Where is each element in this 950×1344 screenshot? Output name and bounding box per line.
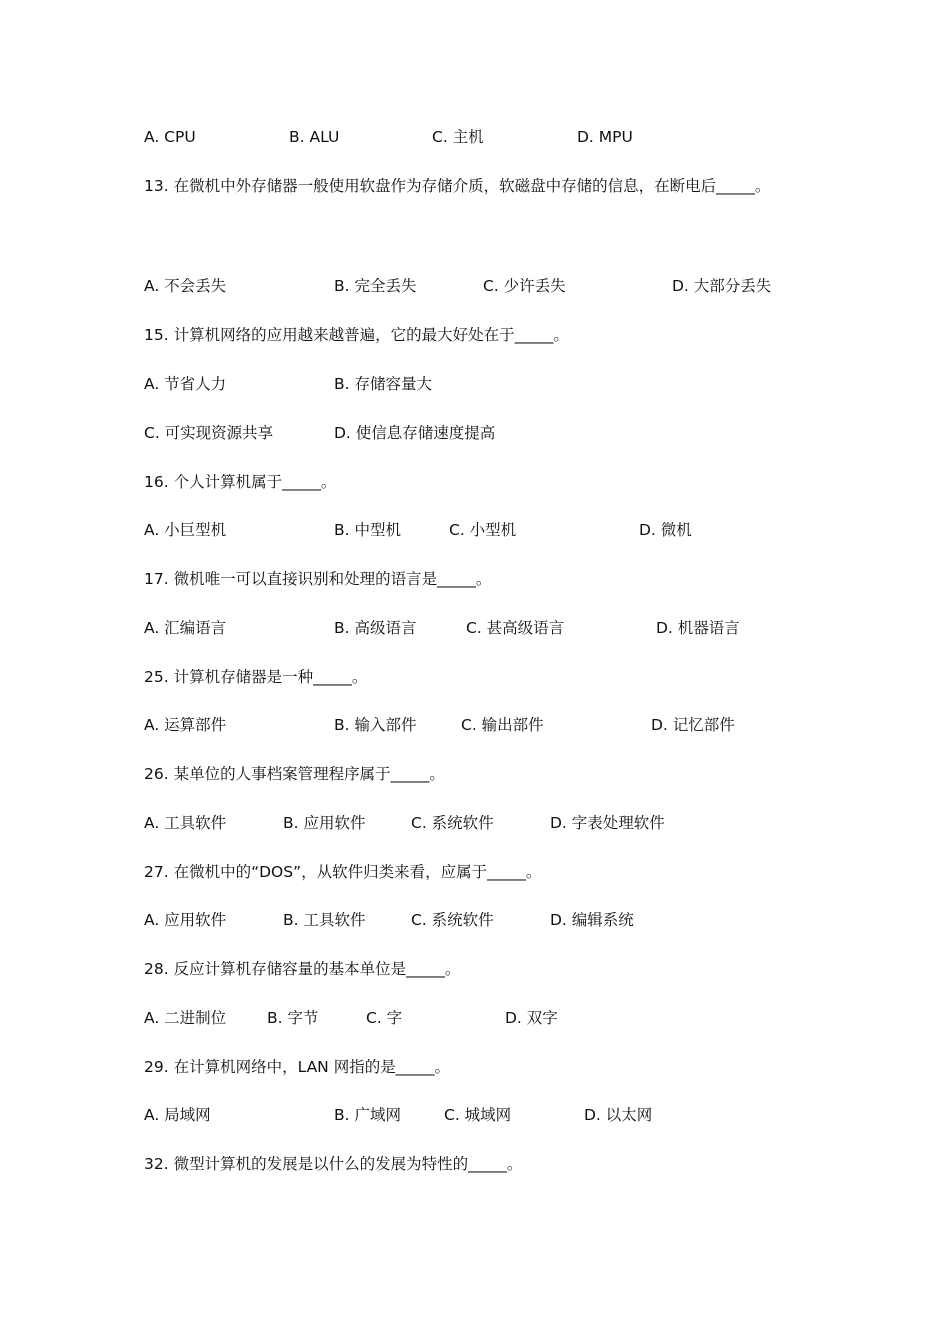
answer-option: B. 工具软件	[283, 911, 366, 929]
answer-option: A. 工具软件	[144, 814, 227, 832]
answer-option: D. 记忆部件	[651, 716, 735, 734]
question-text: 26. 某单位的人事档案管理程序属于_____。	[144, 765, 445, 783]
answer-option: A. 局域网	[144, 1106, 211, 1124]
answer-option: D. 使信息存储速度提高	[334, 424, 496, 442]
answer-option: A. 应用软件	[144, 911, 227, 929]
answer-option: C. 系统软件	[411, 814, 494, 832]
question-text: 29. 在计算机网络中，LAN 网指的是_____。	[144, 1058, 450, 1076]
answer-option: A. 运算部件	[144, 716, 227, 734]
answer-option: D. 微机	[639, 521, 692, 539]
question-text: 15. 计算机网络的应用越来越普遍，它的最大好处在于_____。	[144, 326, 569, 344]
answer-option: D. 大部分丢失	[672, 277, 772, 295]
answer-option: B. 字节	[267, 1009, 319, 1027]
answer-option: B. 完全丢失	[334, 277, 417, 295]
answer-option: B. 广域网	[334, 1106, 401, 1124]
answer-option: A. 小巨型机	[144, 521, 227, 539]
answer-option: D. 编辑系统	[550, 911, 634, 929]
question-text: 28. 反应计算机存储容量的基本单位是_____。	[144, 960, 461, 978]
question-text: 25. 计算机存储器是一种_____。	[144, 668, 368, 686]
answer-option: B. 中型机	[334, 521, 401, 539]
question-text: 16. 个人计算机属于_____。	[144, 473, 337, 491]
answer-option: C. 系统软件	[411, 911, 494, 929]
answer-option: D. 机器语言	[656, 619, 740, 637]
question-text: 13. 在微机中外存储器一般使用软盘作为存储介质，软磁盘中存储的信息，在断电后_____。	[144, 177, 771, 195]
answer-option: D. 以太网	[584, 1106, 653, 1124]
answer-option: D. MPU	[577, 128, 633, 146]
question-text: 17. 微机唯一可以直接识别和处理的语言是_____。	[144, 570, 492, 588]
answer-option: D. 字表处理软件	[550, 814, 665, 832]
answer-option: B. 高级语言	[334, 619, 417, 637]
answer-option: C. 甚高级语言	[466, 619, 565, 637]
answer-option: A. 二进制位	[144, 1009, 227, 1027]
answer-option: A. 节省人力	[144, 375, 227, 393]
question-text: 32. 微型计算机的发展是以什么的发展为特性的_____。	[144, 1155, 523, 1173]
answer-option: C. 主机	[432, 128, 484, 146]
answer-option: C. 字	[366, 1009, 403, 1027]
answer-option: A. CPU	[144, 128, 196, 146]
answer-option: C. 小型机	[449, 521, 517, 539]
answer-option: C. 可实现资源共享	[144, 424, 274, 442]
answer-option: B. 输入部件	[334, 716, 417, 734]
answer-option: A. 不会丢失	[144, 277, 227, 295]
answer-option: B. 应用软件	[283, 814, 366, 832]
answer-option: B. 存储容量大	[334, 375, 432, 393]
answer-option: B. ALU	[289, 128, 340, 146]
answer-option: C. 输出部件	[461, 716, 544, 734]
answer-option: C. 少许丢失	[483, 277, 566, 295]
answer-option: C. 城域网	[444, 1106, 512, 1124]
answer-option: D. 双字	[505, 1009, 558, 1027]
answer-option: A. 汇编语言	[144, 619, 227, 637]
question-text: 27. 在微机中的“DOS”，从软件归类来看，应属于_____。	[144, 863, 542, 881]
